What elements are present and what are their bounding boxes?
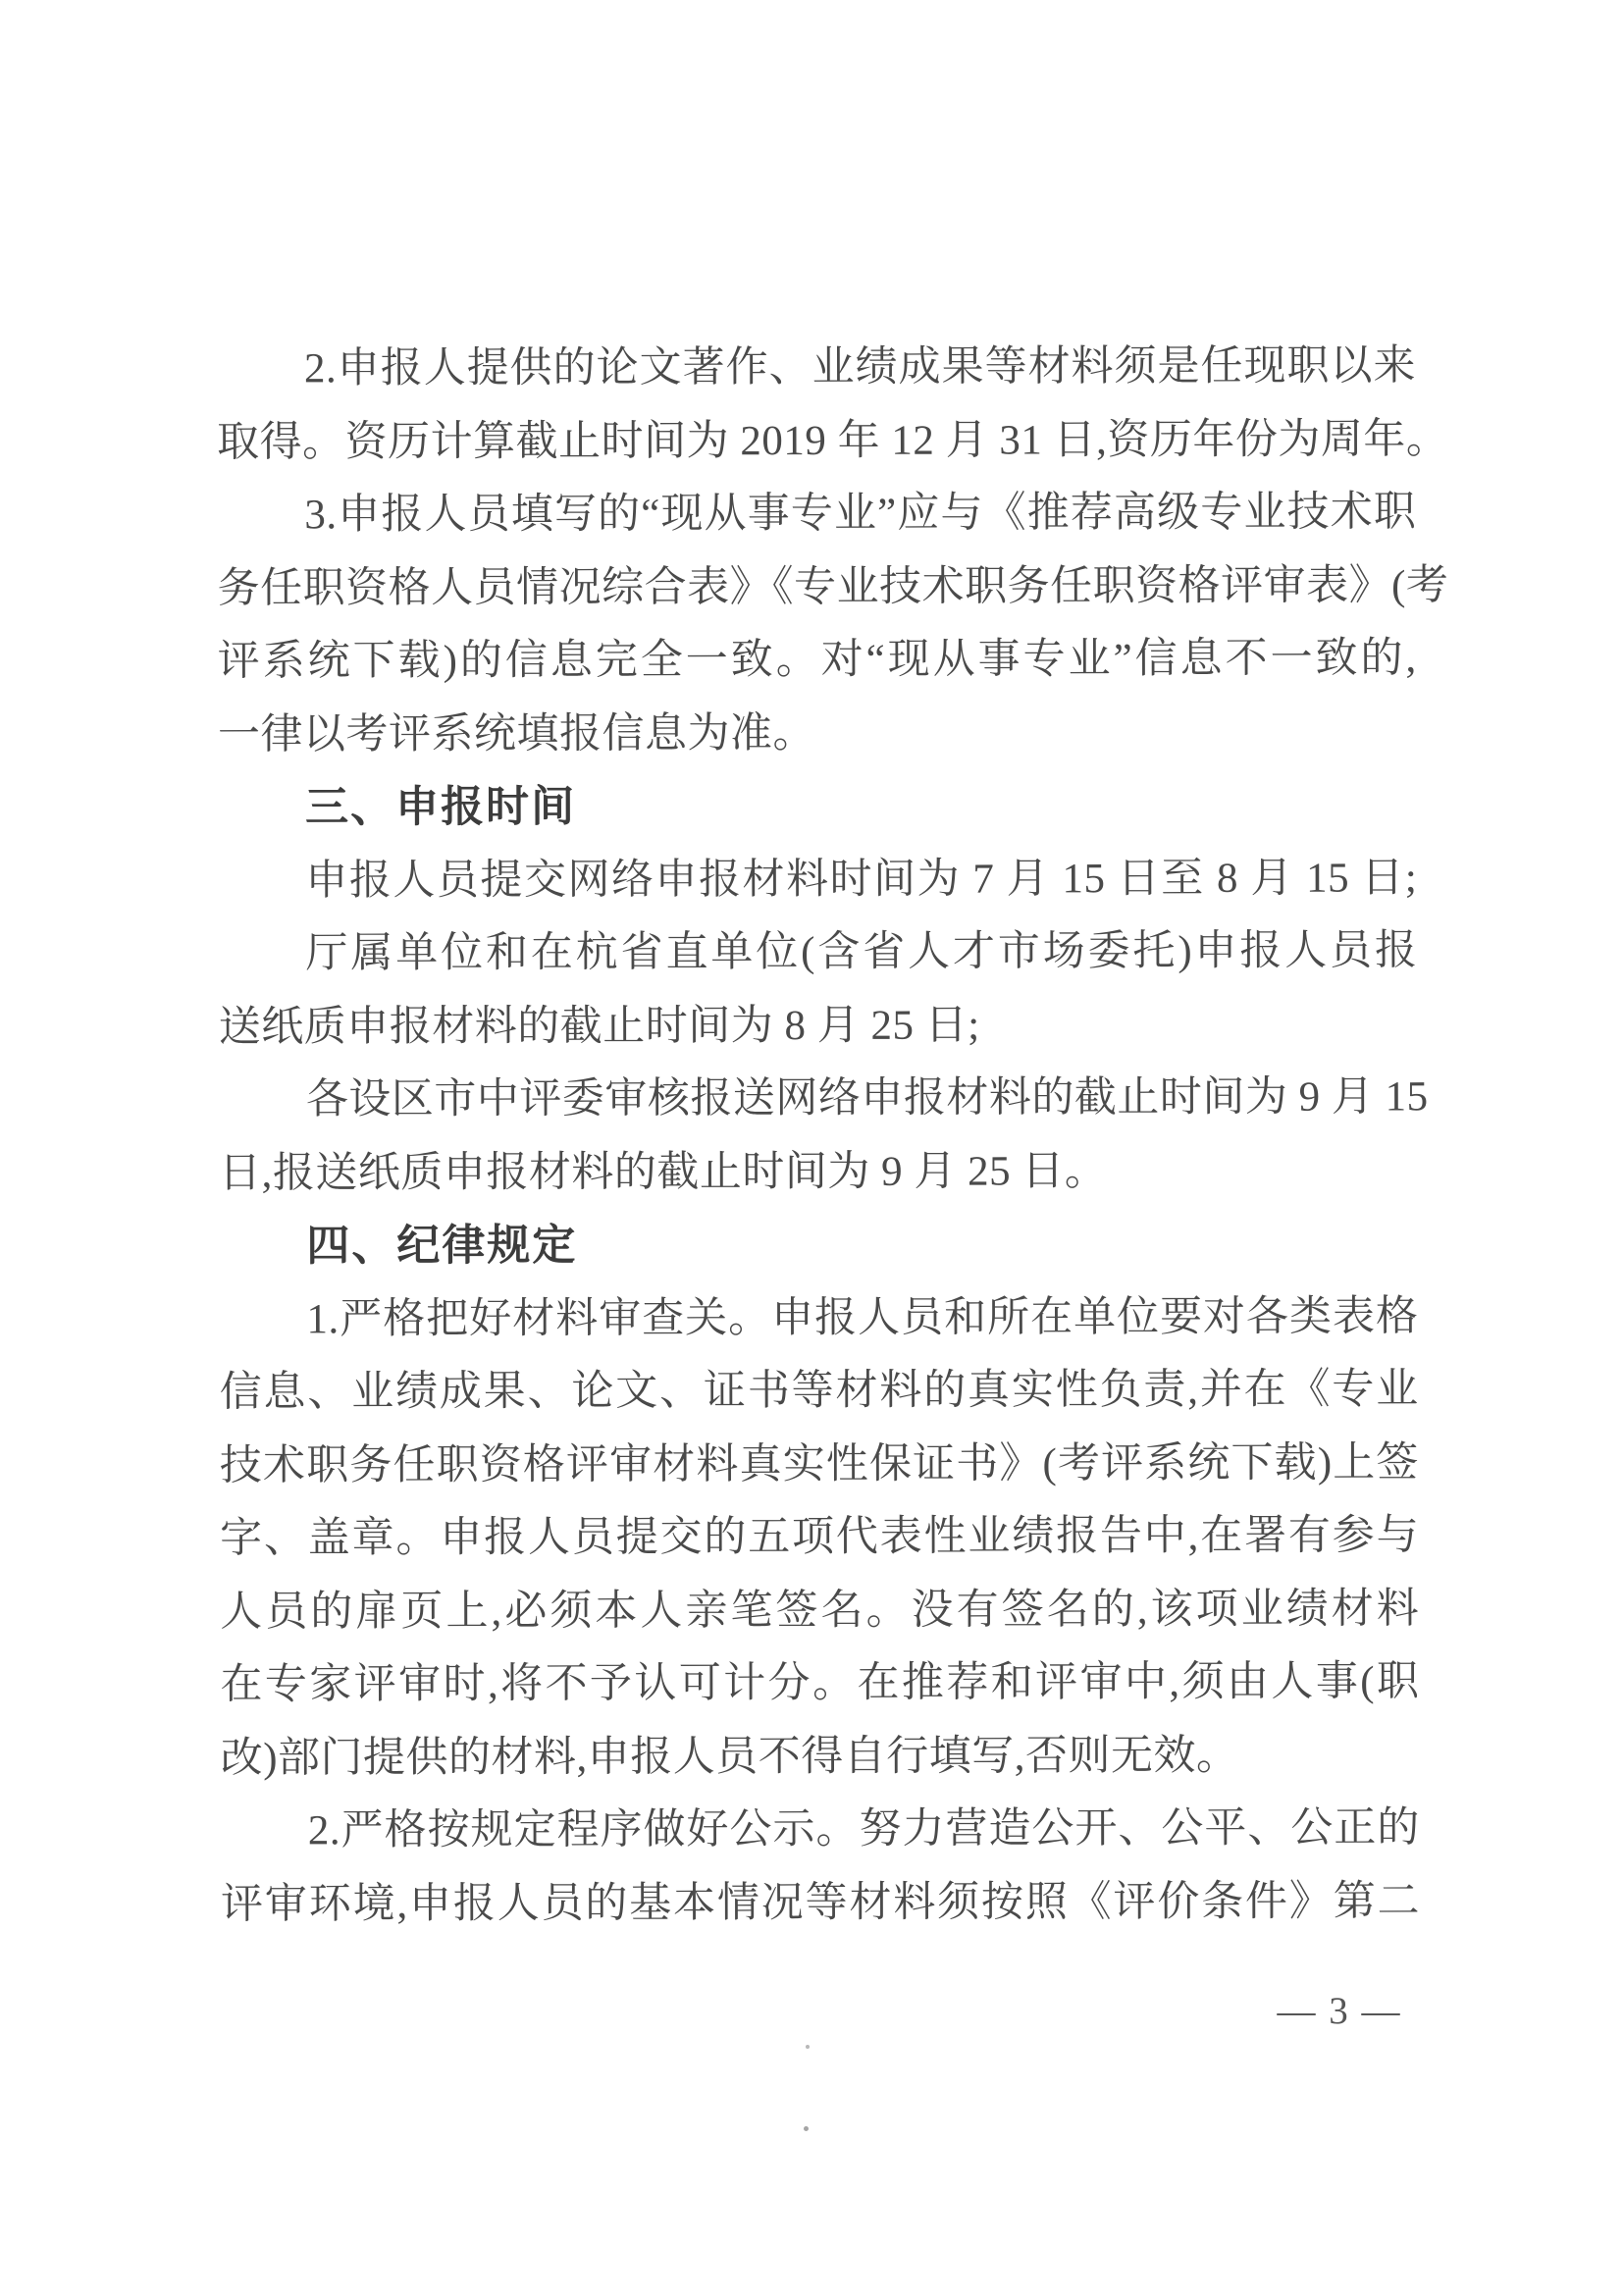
text-line: 字、盖章。申报人员提交的五项代表性业绩报告中,在署有参与: [220, 1512, 1420, 1562]
text-line: 评系统下载)的信息完全一致。对“现从事专业”信息不一致的,: [217, 635, 1417, 685]
text-line: 信息、业绩成果、论文、证书等材料的真实性负责,并在《专业: [219, 1366, 1419, 1416]
text-line: 2.申报人提供的论文著作、业绩成果等材料须是任现职以来: [303, 342, 1417, 392]
scan-speck: [804, 2126, 809, 2131]
text-line: 评审环境,申报人员的基本情况等材料须按照《评价条件》第二: [220, 1877, 1421, 1928]
text-line: 人员的扉页上,必须本人亲笔签名。没有签名的,该项业绩材料: [220, 1585, 1420, 1636]
section-heading-application-time: 三、申报时间: [305, 782, 577, 832]
text-line: 一律以考评系统填报信息为准。: [217, 709, 815, 758]
text-line: 改)部门提供的材料,申报人员不得自行填写,否则无效。: [220, 1732, 1239, 1782]
scan-speck: [806, 2045, 810, 2049]
text-line: 2.严格按规定程序做好公示。努力营造公开、公平、公正的: [307, 1804, 1420, 1854]
text-line: 在专家评审时,将不予认可计分。在推荐和评审中,须由人事(职: [220, 1658, 1420, 1708]
text-line: 技术职务任职资格评审材料真实性保证书》(考评系统下载)上签: [219, 1438, 1419, 1489]
text-line: 送纸质申报材料的截止时间为 8 月 25 日;: [218, 1002, 980, 1051]
text-line: 各设区市中评委审核报送网络申报材料的截止时间为 9 月 15: [305, 1073, 1429, 1123]
page-number: — 3 —: [1277, 1990, 1402, 2032]
text-line: 1.严格把好材料审查关。申报人员和所在单位要对各类表格: [306, 1292, 1419, 1342]
section-heading-discipline-rules: 四、纪律规定: [306, 1221, 578, 1271]
text-line: 厅属单位和在杭省直单位(含省人才市场委托)申报人员报: [305, 927, 1418, 977]
text-line: 务任职资格人员情况综合表》《专业技术职务任职资格评审表》(考: [217, 561, 1449, 612]
text-line: 日,报送纸质申报材料的截止时间为 9 月 25 日。: [219, 1147, 1108, 1197]
text-line: 3.申报人员填写的“现从事专业”应与《推荐高级专业技术职: [304, 489, 1417, 539]
text-line: 取得。资历计算截止时间为 2019 年 12 月 31 日,资历年份为周年。: [217, 415, 1449, 466]
document-body: [217, 330, 1449, 1941]
text-line: 申报人员提交网络申报材料时间为 7 月 15 日至 8 月 15 日;: [305, 854, 1418, 904]
